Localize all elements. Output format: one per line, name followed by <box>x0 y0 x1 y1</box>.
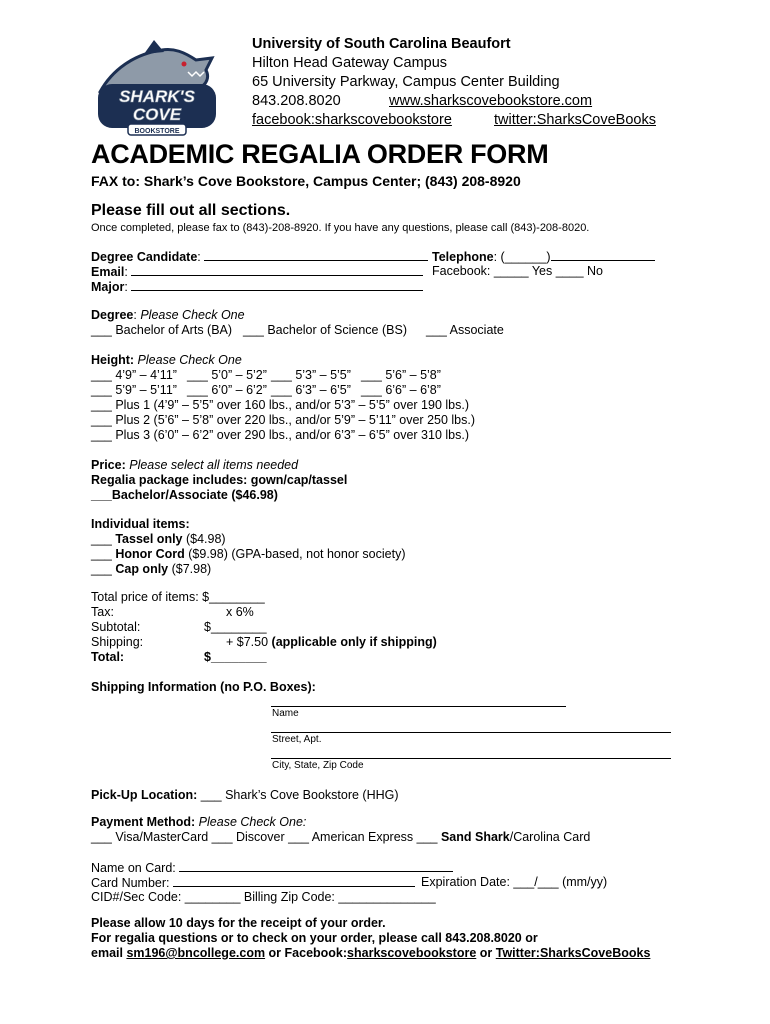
height-option[interactable]: ___ 5’3” – 5’5” <box>271 368 351 382</box>
footer-line-1: Please allow 10 days for the receipt of your order. <box>91 916 386 930</box>
height-option[interactable]: ___ 5’0” – 5’2” <box>187 368 267 382</box>
footer-email-link[interactable]: sm196@bncollege.com <box>126 946 266 960</box>
footer-twitter-link[interactable]: Twitter:SharksCoveBooks <box>495 946 651 960</box>
major-label: Major <box>91 280 125 294</box>
campus-name: Hilton Head Gateway Campus <box>252 55 448 71</box>
tax-value: x 6% <box>226 605 254 619</box>
telephone-area-code[interactable]: (______) <box>500 250 551 264</box>
tassel-option[interactable]: ___ Tassel only ($4.98) <box>91 532 226 546</box>
price-label: Price: <box>91 458 126 472</box>
footer-facebook-link[interactable]: sharkscovebookstore <box>347 946 477 960</box>
price-hint: Please select all items needed <box>129 458 299 472</box>
logo-text-bookstore: BOOKSTORE <box>134 128 180 135</box>
expiration-field[interactable]: Expiration Date: ___/___ (mm/yy) <box>421 875 608 889</box>
height-label: Height: <box>91 353 135 367</box>
subtotal-field[interactable]: $________ <box>204 620 267 634</box>
school-name: University of South Carolina Beaufort <box>252 36 511 52</box>
degree-hint: Please Check One <box>140 308 245 322</box>
sharks-cove-logo <box>92 40 224 140</box>
degree-label: Degree <box>91 308 134 322</box>
instructions-text: Once completed, please fax to (843)-208-8920. If you have any questions, please call (843)-208-8020. <box>91 222 590 234</box>
degree-candidate-field[interactable] <box>204 249 428 261</box>
height-option[interactable]: ___ 4’9” – 4’11” <box>91 368 177 382</box>
total-label: Total: <box>91 650 125 664</box>
facebook-link[interactable]: facebook:sharkscovebookstore <box>252 112 452 128</box>
height-option[interactable]: ___ 6’0” – 6’2” <box>187 383 267 397</box>
major-field[interactable] <box>131 279 423 291</box>
honor-cord-option[interactable]: ___ Honor Cord ($9.98) (GPA-based, not honor society) <box>91 547 406 561</box>
shipping-note: (applicable only if shipping) <box>271 635 437 649</box>
name-on-card-field[interactable] <box>179 860 453 872</box>
logo-text-sharks: SHARK'S <box>119 87 195 106</box>
degree-option-associate[interactable]: ___ Associate <box>426 323 504 337</box>
footer-or: or <box>476 946 496 960</box>
card-number-field[interactable] <box>173 875 415 887</box>
pickup-option[interactable]: ___ Shark’s Cove Bookstore (HHG) <box>200 788 399 802</box>
height-hint: Please Check One <box>137 353 242 367</box>
individual-items-label: Individual items: <box>91 517 190 531</box>
pickup-label: Pick-Up Location: <box>91 788 198 802</box>
height-option[interactable]: ___ 6’3” – 6’5” <box>271 383 351 397</box>
payment-options[interactable]: ___ Visa/MasterCard ___ Discover ___ American Express ___ Sand Shark/Carolina Card <box>91 830 591 844</box>
email-field[interactable] <box>131 264 423 276</box>
instructions-heading: Please fill out all sections. <box>91 202 291 219</box>
tax-label: Tax: <box>91 605 114 619</box>
height-option[interactable]: ___ 5’9” – 5’11” <box>91 383 177 397</box>
shipping-label: Shipping: <box>91 635 144 649</box>
footer-facebook-prefix: or Facebook: <box>265 946 348 960</box>
shark-eye <box>182 62 187 67</box>
name-on-card-label: Name on Card: <box>91 861 176 875</box>
footer-line-2: For regalia questions or to check on your order, please call 843.208.8020 or <box>91 931 538 945</box>
height-option[interactable]: ___ 6’6” – 6’8” <box>361 383 441 397</box>
total-field[interactable]: $________ <box>204 650 267 664</box>
total-items-field[interactable]: Total price of items: $________ <box>91 590 265 604</box>
ship-city-line[interactable] <box>271 758 671 759</box>
height-plus-3[interactable]: ___ Plus 3 (6’0” – 6’2” over 290 lbs., and/or 6’3” – 6’5” over 310 lbs.) <box>91 428 469 442</box>
campus-address: 65 University Parkway, Campus Center Building <box>252 74 560 90</box>
degree-option-bs[interactable]: ___ Bachelor of Science (BS) <box>243 323 407 337</box>
ship-name-line[interactable] <box>271 706 566 707</box>
card-number-label: Card Number: <box>91 876 170 890</box>
telephone-field[interactable] <box>551 249 655 261</box>
fax-line: FAX to: Shark’s Cove Bookstore, Campus Center; (843) 208-8920 <box>91 173 521 189</box>
payment-label: Payment Method: <box>91 815 196 829</box>
subtotal-label: Subtotal: <box>91 620 141 634</box>
facebook-yes-no[interactable]: Facebook: _____ Yes ____ No <box>432 264 603 278</box>
shark-fin <box>144 40 164 54</box>
bachelor-package-option[interactable]: ___Bachelor/Associate ($46.98) <box>91 488 278 502</box>
cap-option[interactable]: ___ Cap only ($7.98) <box>91 562 212 576</box>
form-title: ACADEMIC REGALIA ORDER FORM <box>91 139 549 169</box>
degree-option-ba[interactable]: ___ Bachelor of Arts (BA) <box>91 323 233 337</box>
website-link[interactable]: www.sharkscovebookstore.com <box>389 93 593 109</box>
footer-email-prefix: email <box>91 946 127 960</box>
telephone-label: Telephone <box>432 250 494 264</box>
logo-text-cove: COVE <box>132 105 182 124</box>
ship-street-line[interactable] <box>271 732 671 733</box>
package-description: Regalia package includes: gown/cap/tassel <box>91 473 348 487</box>
twitter-link[interactable]: twitter:SharksCoveBooks <box>494 112 656 128</box>
shipping-info-heading: Shipping Information (no P.O. Boxes): <box>91 680 316 694</box>
height-plus-1[interactable]: ___ Plus 1 (4’9” – 5’5” over 160 lbs., and/or 5’3” – 5’5” over 190 lbs.) <box>91 398 469 412</box>
phone-number: 843.208.8020 <box>252 93 341 109</box>
ship-street-caption: Street, Apt. <box>272 734 322 745</box>
ship-city-caption: City, State, Zip Code <box>272 760 364 771</box>
height-plus-2[interactable]: ___ Plus 2 (5’6” – 5’8” over 220 lbs., and/or 5’9” – 5’11” over 250 lbs.) <box>91 413 476 427</box>
payment-hint: Please Check One: <box>198 815 307 829</box>
shipping-value: + $7.50 <box>226 635 269 649</box>
cid-billing-zip[interactable]: CID#/Sec Code: ________ Billing Zip Code: ______________ <box>91 890 436 904</box>
email-label: Email <box>91 265 125 279</box>
height-option[interactable]: ___ 5’6” – 5’8” <box>361 368 441 382</box>
degree-candidate-label: Degree Candidate <box>91 250 198 264</box>
ship-name-caption: Name <box>272 708 299 719</box>
